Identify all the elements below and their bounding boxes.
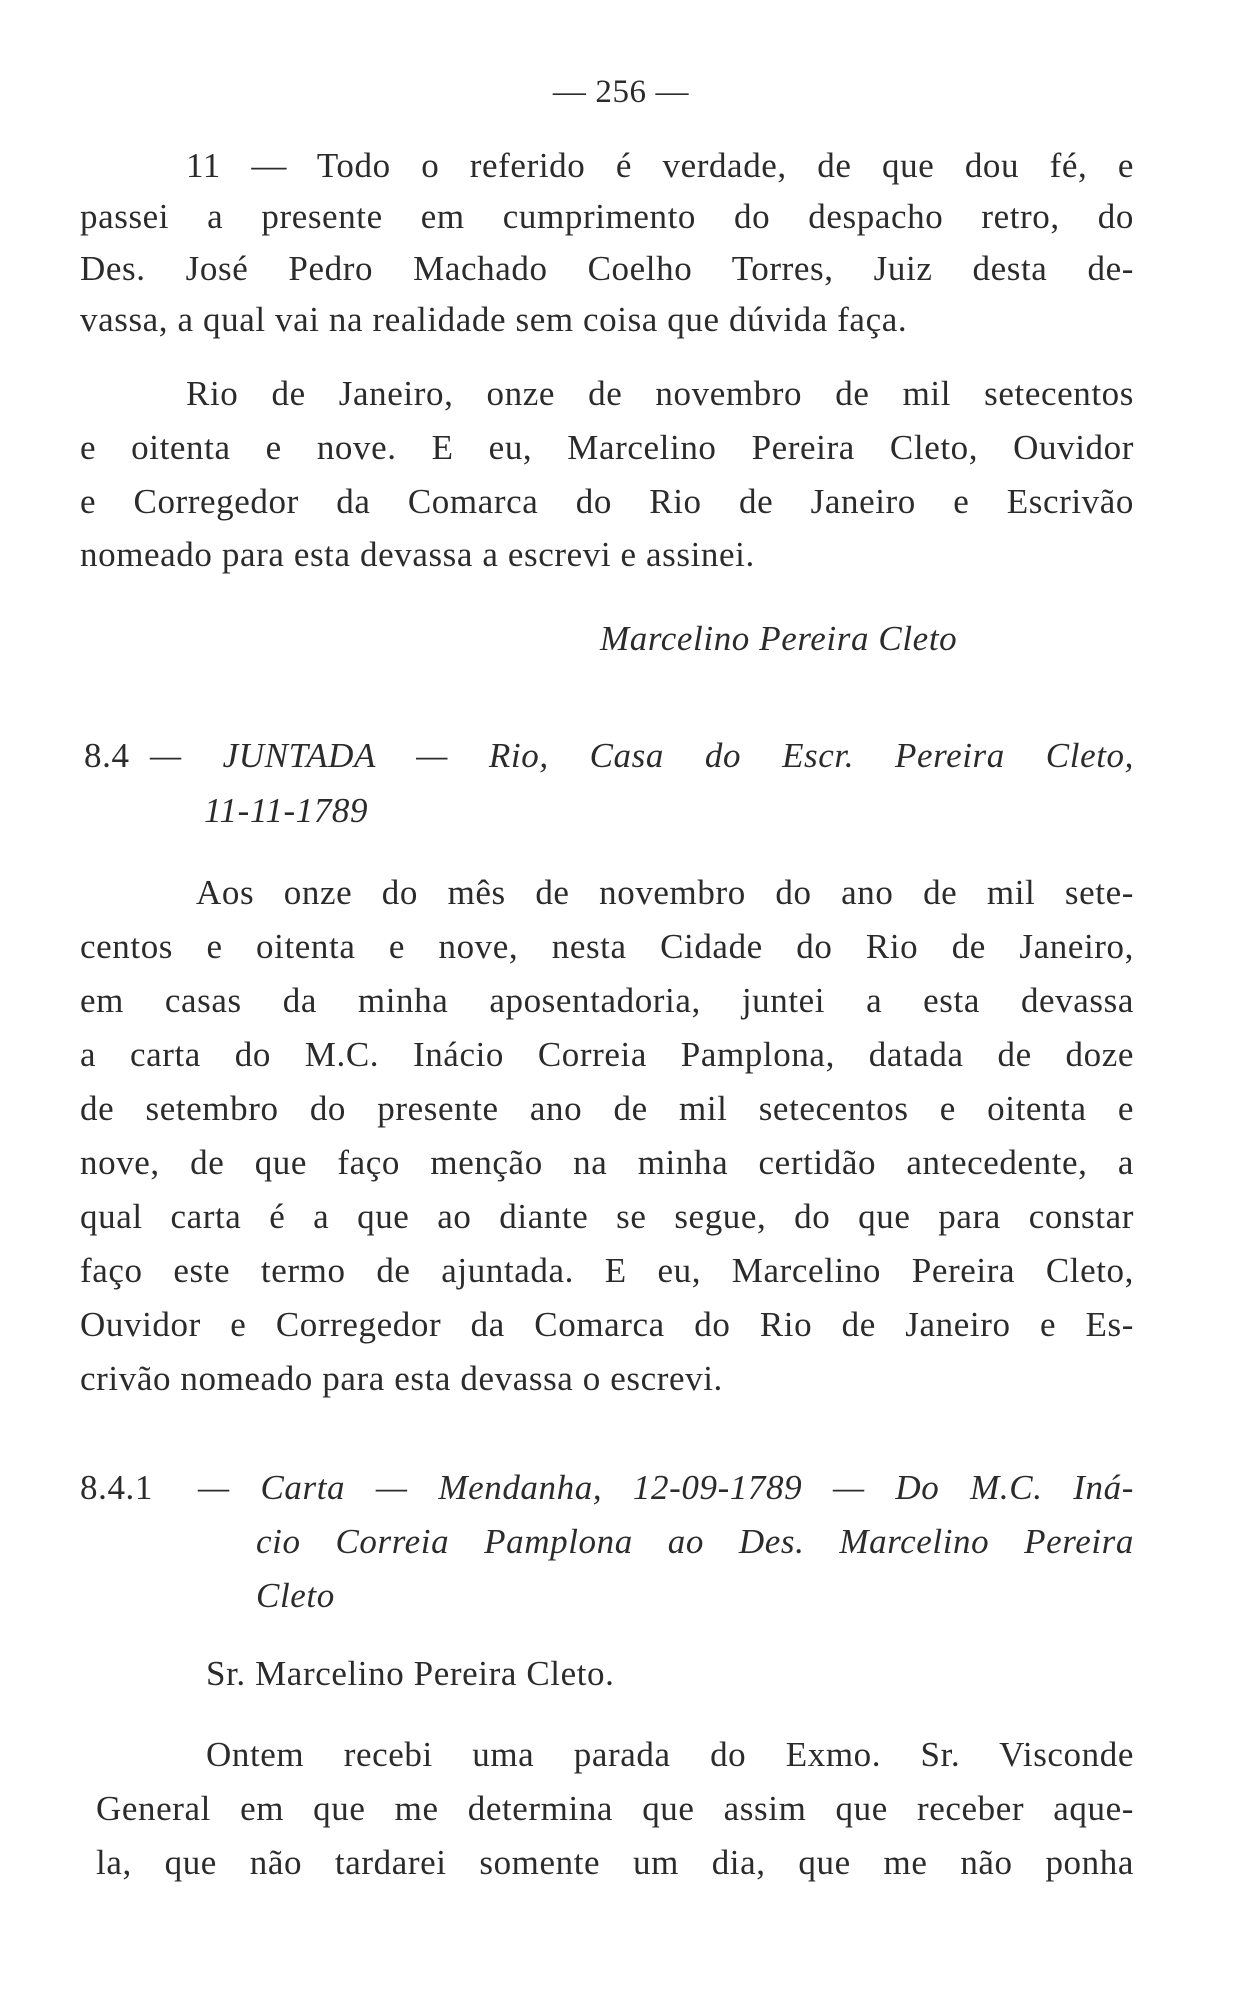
text-line: Des. José Pedro Machado Coelho Torres, Juiz desta de- — [80, 249, 1134, 288]
page-number: — 256 — — [552, 74, 690, 110]
text-line: faço este termo de ajuntada. E eu, Marcelino Pereira Cleto, — [80, 1251, 1134, 1290]
text-line: General em que me determina que assim que receber aque- — [96, 1789, 1134, 1828]
text-line: Ouvidor e Corregedor da Comarca do Rio de Janeiro e Es- — [80, 1305, 1134, 1344]
section-heading: Cleto — [256, 1576, 335, 1615]
text-line: Ontem recebi uma parada do Exmo. Sr. Visconde — [206, 1735, 1134, 1774]
text-line: e Corregedor da Comarca do Rio de Janeiro e Escrivão — [80, 482, 1134, 521]
text-line: passei a presente em cumprimento do despacho retro, do — [80, 197, 1134, 236]
text-line: Aos onze do mês de novembro do ano de mil sete- — [196, 873, 1134, 912]
text-line: crivão nomeado para esta devassa o escrevi. — [80, 1359, 723, 1398]
section-number: 8.4.1 — [80, 1468, 153, 1507]
text-line: a carta do M.C. Inácio Correia Pamplona, datada de doze — [80, 1035, 1134, 1074]
salutation: Sr. Marcelino Pereira Cleto. — [206, 1654, 615, 1693]
text-line: nomeado para esta devassa a escrevi e assinei. — [80, 535, 755, 574]
text-line: la, que não tardarei somente um dia, que me não ponha — [96, 1843, 1134, 1882]
text-line: Rio de Janeiro, onze de novembro de mil setecentos — [186, 374, 1134, 413]
section-heading: — JUNTADA — Rio, Casa do Escr. Pereira Cleto, — [150, 736, 1134, 775]
section-number: 8.4 — [84, 736, 130, 775]
text-line: de setembro do presente ano de mil setecentos e oitenta e — [80, 1089, 1134, 1128]
text-line: e oitenta e nove. E eu, Marcelino Pereira Cleto, Ouvidor — [80, 428, 1134, 467]
text-line: 11 — Todo o referido é verdade, de que dou fé, e — [186, 146, 1134, 185]
text-line: centos e oitenta e nove, nesta Cidade do Rio de Janeiro, — [80, 927, 1134, 966]
section-heading: — Carta — Mendanha, 12-09-1789 — Do M.C. Iná- — [198, 1468, 1134, 1507]
signature: Marcelino Pereira Cleto — [600, 619, 958, 658]
text-line: nove, de que faço menção na minha certidão antecedente, a — [80, 1143, 1134, 1182]
section-heading: cio Correia Pamplona ao Des. Marcelino Pereira — [256, 1522, 1134, 1561]
section-heading: 11-11-1789 — [204, 791, 369, 830]
text-line: vassa, a qual vai na realidade sem coisa que dúvida faça. — [80, 300, 908, 339]
text-line: qual carta é a que ao diante se segue, do que para constar — [80, 1197, 1134, 1236]
text-line: em casas da minha aposentadoria, juntei a esta devassa — [80, 981, 1134, 1020]
